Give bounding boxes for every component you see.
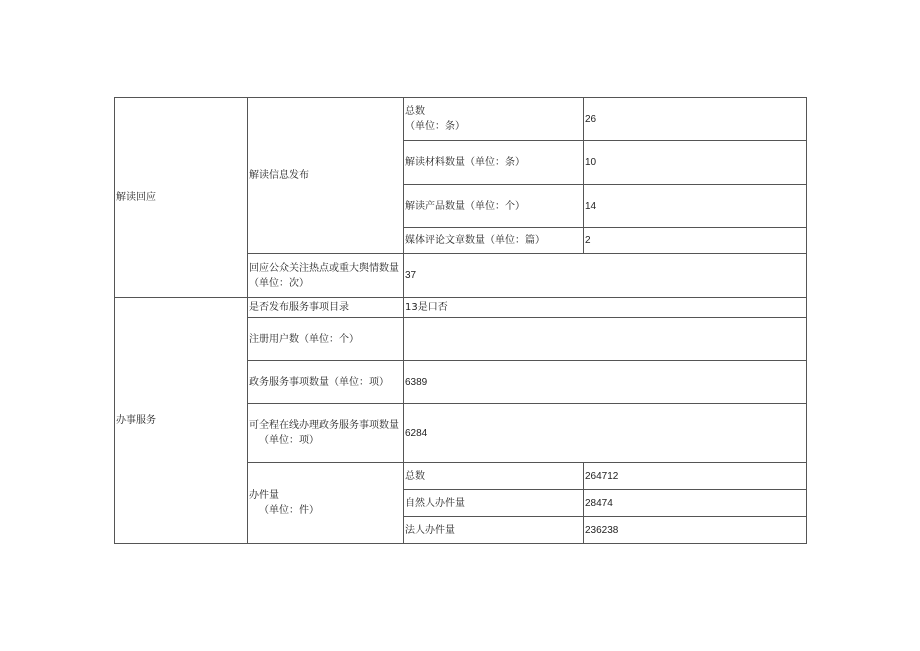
natural-label: 自然人办件量	[404, 490, 584, 517]
legal-label: 法人办件量	[404, 517, 584, 544]
volume-unit: （单位：件）	[259, 505, 319, 516]
items-value: 6389	[404, 361, 807, 404]
media-label: 媒体评论文章数量（单位：篇）	[404, 228, 584, 254]
info-total-label: 总数	[405, 106, 425, 117]
products-value: 14	[584, 185, 807, 228]
catalog-value: 13是口否	[404, 298, 807, 318]
media-value: 2	[584, 228, 807, 254]
table-row	[115, 298, 807, 318]
materials-label: 解读材料数量（单位：条）	[404, 141, 584, 185]
online-unit: （单位：项）	[259, 435, 319, 446]
section-label-service: 办事服务	[115, 298, 248, 544]
users-value	[404, 318, 807, 361]
statistics-table	[114, 97, 807, 544]
response-label: 回应公众关注热点或重大舆情数量（单位：次）	[248, 254, 404, 298]
catalog-label: 是否发布服务事项目录	[248, 298, 404, 318]
info-release-label: 解读信息发布	[248, 98, 404, 254]
materials-value: 10	[584, 141, 807, 185]
volume-total-value: 264712	[584, 463, 807, 490]
users-label: 注册用户数（单位：个）	[248, 318, 404, 361]
natural-value: 28474	[584, 490, 807, 517]
table-row	[115, 98, 807, 141]
volume-label-cell	[248, 463, 404, 544]
response-value: 37	[404, 254, 807, 298]
section-label-interpret: 解读回应	[115, 98, 248, 298]
info-total-unit: （单位：条）	[405, 121, 465, 132]
info-total-label-cell	[404, 98, 584, 141]
online-label-cell	[248, 404, 404, 463]
volume-total-label: 总数	[404, 463, 584, 490]
legal-value: 236238	[584, 517, 807, 544]
items-label: 政务服务事项数量（单位：项）	[248, 361, 404, 404]
volume-label: 办件量	[249, 490, 279, 501]
online-value: 6284	[404, 404, 807, 463]
products-label: 解读产品数量（单位：个）	[404, 185, 584, 228]
online-label: 可全程在线办理政务服务事项数量	[249, 420, 399, 431]
info-total-value: 26	[584, 98, 807, 141]
